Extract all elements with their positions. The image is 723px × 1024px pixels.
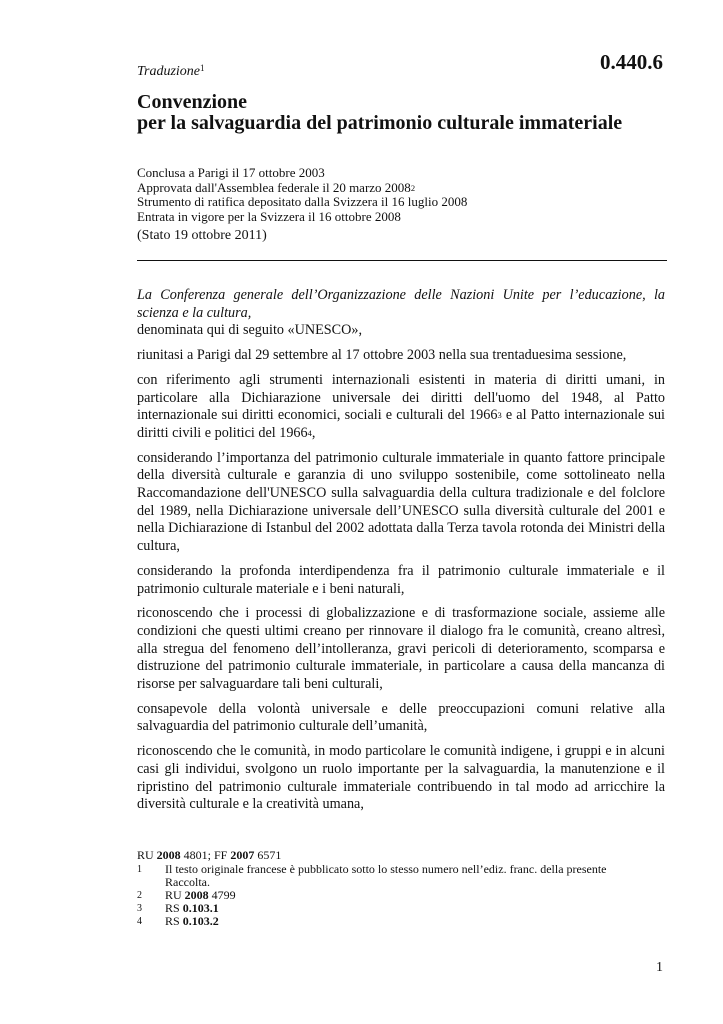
link-rs[interactable]: 0.103.2 [182,914,219,928]
title-line-2: per la salvaguardia del patrimonio culturale immateriale [137,112,623,134]
meta-approved: Approvata dall'Assemblea federale il 20 marzo 2008$^2$ [137,179,416,195]
document-metadata [137,166,467,224]
preamble-paragraph: consapevole della volontà universale e delle preoccupazioni comuni relative alla salvaguardia del patrimonio culturale dell’umanità, [137,700,665,735]
document-title [137,92,622,134]
meta-ratification: Strumento di ratifica depositato dalla Svizzera il 16 luglio 2008 [137,194,468,209]
preamble-intro-italic: La Conferenza generale dell’Organizzazione delle Nazioni Unite per l’educazione, la scienza e la cultura, [137,287,665,321]
footnote-ref[interactable]: 2 [410,182,416,193]
footnote-1: 1 Il testo originale francese è pubblicato sotto lo stesso numero nell’ediz. franc. della presente Raccolta. [137,862,607,889]
preamble-paragraph: riconoscendo che le comunità, in modo particolare le comunità indigene, i gruppi e in alcuni casi gli individui, svolgono un ruolo importante per la salvaguardia, la manutenzione e il ripristino del patrimonio culturale immateriale contribuendo in tal modo ad arricchire la diversità culturale e la creatività umana, [137,743,665,813]
preamble-paragraph: riconoscendo che i processi di globalizzazione e di trasformazione sociale, assieme alle condizioni che questi ultimi creano per rinnovare il dialogo fra le comunità, creano altresì, alla stregua del fenomeno dell’intolleranza, gravi pericoli di deterioramento, scomparsa e distruzione del patrimonio culturale immateriale, in particolare a causa della mancanza di risorse per salvaguardare tali beni culturali, [137,605,665,693]
footnote-ref[interactable]: 4 [307,427,312,438]
meta-entry-into-force: Entrata in vigore per la Svizzera il 16 ottobre 2008 [137,208,401,224]
translation-label: Traduzione$^1$ [137,63,205,79]
preamble-paragraph: riunitasi a Parigi dal 29 settembre al 17 ottobre 2003 nella sua trentaduesima sessione, [137,347,627,364]
footnotes [137,849,637,928]
header-divider [137,260,667,261]
footnote-3: 3 RS 0.103.1 [137,901,219,915]
status-date: (Stato 19 ottobre 2011) [137,228,267,243]
preamble [137,287,665,821]
footnote-ref[interactable]: 1 [200,63,205,73]
preamble-paragraph: considerando la profonda interdipendenza fra il patrimonio culturale immateriale e il patrimonio culturale materiale e i beni naturali, [137,562,665,597]
preamble-paragraph: considerando l’importanza del patrimonio culturale immateriale in quanto fattore principale della diversità culturale e garanzia di uno sviluppo sostenibile, come sottolineato nella Raccomandazione dell'UNESCO sulla salvaguardia della cultura tradizionale e del folclore del 1989, nella Dichiarazione universale dell’UNESCO sulla diversità culturale del 2001 e nella Dichiarazione di Istanbul del 2002 adottata dalla Terza tavola rotonda dei Ministri della cultura, [137,449,665,555]
preamble-intro: denominata qui di seguito «UNESCO», [137,322,363,339]
footnote-2: 2 RU 2008 4799 [137,888,236,902]
document-number: 0.440.6 [600,50,663,74]
title-line-1: Convenzione [137,91,247,113]
footnote-4: 4 RS 0.103.2 [137,914,219,928]
page-number: 1 [656,960,663,975]
preamble-paragraph: con riferimento agli strumenti internazionali esistenti in materia di diritti umani, in particolare alla Dichiarazione universale dei diritti dell'uomo del 1948, al Patto internazionale sui diritti economici, sociali e culturali del 1966$^3$ e al Patto internazionale sui diritti civili e politici del 1966$^4$, [137,371,666,441]
meta-concluded: Conclusa a Parigi il 17 ottobre 2003 [137,165,325,180]
link-rs[interactable]: 0.103.1 [182,901,219,915]
publication-reference: RU 2008 4801; FF 2007 6571 [137,848,282,862]
footnote-ref[interactable]: 3 [497,410,502,421]
